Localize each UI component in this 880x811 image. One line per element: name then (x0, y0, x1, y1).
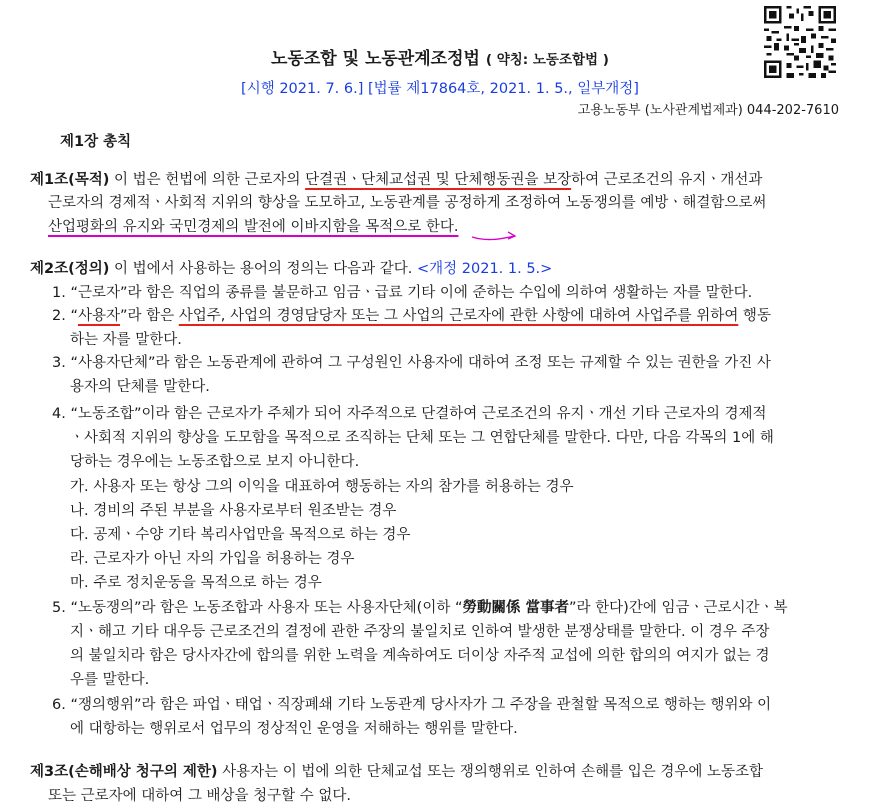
sub-item-ga: 가. 사용자 또는 항상 그의 이익을 대표하여 행동하는 자의 참가를 허용하는 경우 (70, 479, 574, 495)
item-2-mid: ”라 함은 (120, 308, 179, 324)
article-1-line-3 (48, 217, 458, 237)
document-title (0, 44, 880, 69)
item-5-line-1 (52, 598, 788, 618)
item-1: 1. “근로자”라 함은 직업의 종류를 불문하고 임금ㆍ급료 기타 이에 준하는 수입에 의하여 생활하는 자를 말한다. (52, 285, 753, 301)
department-contact: 고용노동부 (노사관계법제과) 044-202-7610 (577, 103, 839, 118)
item-4-line-1: 4. “노동조합”이라 함은 근로자가 주체가 되어 자주적으로 단결하여 근로조건의 유지ㆍ개선 기타 근로자의 경제적 (52, 406, 767, 422)
item-4-line-2: ㆍ사회적 지위의 향상을 도모함을 목적으로 조직하는 단체 또는 그 연합단체를 말한다. 다만, 다음 각목의 1에 해 (70, 430, 774, 446)
article-1-line-2: 근로자의 경제적ㆍ사회적 지위의 향상을 도모하고, 노동관계를 공정하게 조정하여 노동쟁의를 예방ㆍ해결함으로써 (48, 195, 767, 211)
item-5-line-2: 지ㆍ해고 기타 대우등 근로조건의 결정에 관한 주장의 불일치로 인하여 발생한 분쟁상태를 말한다. 이 경우 주장 (70, 624, 770, 640)
item-2-prefix: 2. “ (52, 308, 78, 324)
red-underlined-phrase: 단결권ㆍ단체교섭권 및 단체행동권을 보장 (305, 172, 572, 188)
item-6-line-1: 6. “쟁의행위”라 함은 파업ㆍ태업ㆍ직장폐쇄 기타 노동관계 당사자가 그 주장을 관철할 목적으로 행하는 행위와 이 (52, 697, 772, 713)
article-1-heading: 제1조(목적) (30, 172, 110, 188)
enforcement-info[interactable]: [시행 2021. 7. 6.] [법률 제17864호, 2021. 1. 5., 일부개정] (241, 81, 639, 97)
item-5-line-3: 의 불일치라 함은 당사자간에 합의를 위한 노력을 계속하여도 더이상 자주적 교섭에 의한 합의의 여지가 없는 경 (70, 648, 770, 664)
item-5-text: 5. “노동쟁의”라 함은 노동조합과 사용자 또는 사용자단체(이하 “ (52, 600, 463, 616)
article-2-heading: 제2조(정의) (30, 261, 110, 277)
law-abbreviation: ( 약칭: 노동조합법 ) (485, 52, 609, 68)
article-1-text: 이 법은 헌법에 의한 근로자의 (109, 172, 306, 188)
item-3-line-2: 용자의 단체를 말한다. (70, 379, 210, 395)
sub-item-ma: 마. 주로 정치운동을 목적으로 하는 경우 (70, 575, 322, 591)
sub-item-da: 다. 공제ㆍ수양 기타 복리사업만을 목적으로 하는 경우 (70, 527, 411, 543)
item-2-line-2: 하는 자를 말한다. (70, 332, 182, 348)
pink-underlined-phrase: 산업평화의 유지와 국민경제의 발전에 이바지함을 목적으로 한다. (48, 219, 459, 235)
law-title: 노동조합 및 노동관계조정법 (271, 49, 480, 69)
article-1-text-cont: 하여 근로조건의 유지ㆍ개선과 (571, 172, 763, 188)
red-underlined-term: 사용자 (77, 308, 120, 324)
item-2-line-1 (52, 306, 771, 326)
chapter-heading: 제1장 총칙 (60, 134, 132, 150)
article-2-line-1 (30, 259, 552, 279)
hanja-term: 勞動關係 當事者 (462, 600, 570, 616)
item-5-line-4: 우를 말한다. (70, 672, 150, 688)
sub-item-na: 나. 경비의 주된 부분을 사용자로부터 원조받는 경우 (70, 503, 397, 519)
article-3-line-2: 또는 근로자에 대하여 그 배상을 청구할 수 없다. (48, 788, 352, 804)
sub-item-ra: 라. 근로자가 아닌 자의 가입을 허용하는 경우 (70, 551, 355, 567)
article-3-line-1 (30, 762, 763, 782)
item-2-end: 행동 (738, 308, 771, 324)
item-6-line-2: 에 대항하는 행위로서 업무의 정상적인 운영을 저해하는 행위를 말한다. (70, 721, 518, 737)
article-1-line-1 (30, 170, 762, 190)
hand-drawn-arrow-icon (470, 227, 520, 247)
article-3-heading: 제3조(손해배상 청구의 제한) (30, 764, 218, 780)
red-underlined-definition: 사업주, 사업의 경영담당자 또는 그 사업의 근로자에 관한 사항에 대하여 사업주를 위하여 (178, 308, 739, 324)
amendment-link[interactable]: <개정 2021. 1. 5.> (417, 261, 553, 277)
article-3-text: 사용자는 이 법에 의한 단체교섭 또는 쟁의행위로 인하여 손해를 입은 경우에 노동조합 (217, 764, 764, 780)
item-4-line-3: 당하는 경우에는 노동조합으로 보지 아니한다. (70, 454, 360, 470)
article-2-text: 이 법에서 사용하는 용어의 정의는 다음과 같다. (109, 261, 417, 277)
item-3-line-1: 3. “사용자단체”라 함은 노동관계에 관하여 그 구성원인 사용자에 대하여 조정 또는 규제할 수 있는 권한을 가진 사 (52, 355, 771, 371)
item-5-text-cont: ”라 한다)간에 임금ㆍ근로시간ㆍ복 (569, 600, 788, 616)
